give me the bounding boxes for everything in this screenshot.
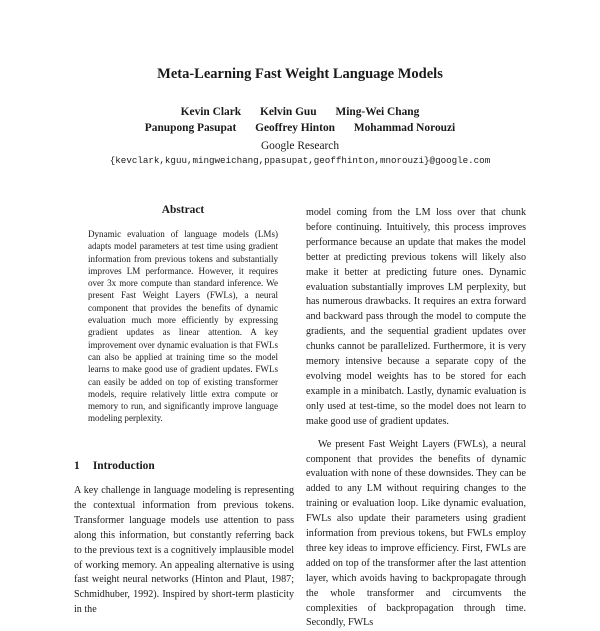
author-name: Panupong Pasupat [144,122,237,134]
author-name: Ming-Wei Chang [335,106,420,118]
introduction-paragraph: A key challenge in language modeling is representing the contextual information from previous tokens. Transformer language models use attention to pass along this information, but constantly referring back to the previous text is a cognitively implausible model of working memory. An appealing alternative is using fast weight neural networks (Hinton and Plaut, 1987; Schmidhuber, 1992). Inspired by short-term plasticity in the [74,485,294,616]
author-name: Mohammad Norouzi [353,122,456,134]
right-column [306,206,526,629]
abstract-text: Dynamic evaluation of language models (LMs) adapts model parameters at test time using gradient information from previous tokens and substantially improves LM performance. However, it requires over 3x more compute than standard inference. We present Fast Weight Layers (FWLs), a neural component that provides the benefits of dynamic evaluation much more efficiently by expressing gradient updates as linear attention. A key improvement over dynamic evaluation is that FWLs can also be applied at training time so the model learns to make good use of gradient updates. FWLs can easily be added on top of existing transformer models, require relatively little extra compute or memory to run, and significantly improve language modeling perplexity. [88,229,278,424]
author-row-1 [0,104,600,120]
author-name: Geoffrey Hinton [255,122,335,134]
affiliation: Google Research [260,140,340,152]
abstract-heading: Abstract [161,204,205,216]
body-paragraph-2: We present Fast Weight Layers (FWLs), a neural component that provides the benefits of dynamic evaluation with none of these downsides. They can be added to any LM without requiring changes to the training or evaluation loop. Like dynamic evaluation, FWLs also update their parameters using gradient information from previous tokens, but FWLs employ three key ideas to improve efficiency. First, FWLs are added on top of the transformer after the last attention layer, which avoids having to backpropagate through the whole transformer and circumvents the complexities of backpropagation through time. Secondly, FWLs [306,438,526,629]
author-list [0,104,600,136]
section-heading-introduction [74,460,294,472]
section-title: Introduction [92,460,155,472]
author-row-2 [0,120,600,136]
body-paragraph-1: model coming from the LM loss over that chunk before continuing. Intuitively, this process improves performance because an update that makes the model better at predicting previous tokens will likely also make it better at predicting future ones. Dynamic evaluation substantially improves LM perplexity, but has numerous drawbacks. It requires an extra forward and backward pass through the model to compute the gradients, and the sequential gradient updates over chunks cannot be parallelized. Furthermore, it is very memory intensive because a separate copy of the evolving model weights has to be stored for each example in a minibatch. Lastly, dynamic evaluation is only used at test-time, so the model does not learn to make good use of gradient updates. [306,207,526,427]
author-name: Kevin Clark [180,106,242,118]
author-emails: {kevclark,kguu,mingweichang,ppasupat,geoffhinton,mnorouzi}@google.com [109,155,491,166]
paper-title: Meta-Learning Fast Weight Language Models [157,66,443,82]
section-number: 1 [74,460,80,472]
author-name: Kelvin Guu [259,106,317,118]
